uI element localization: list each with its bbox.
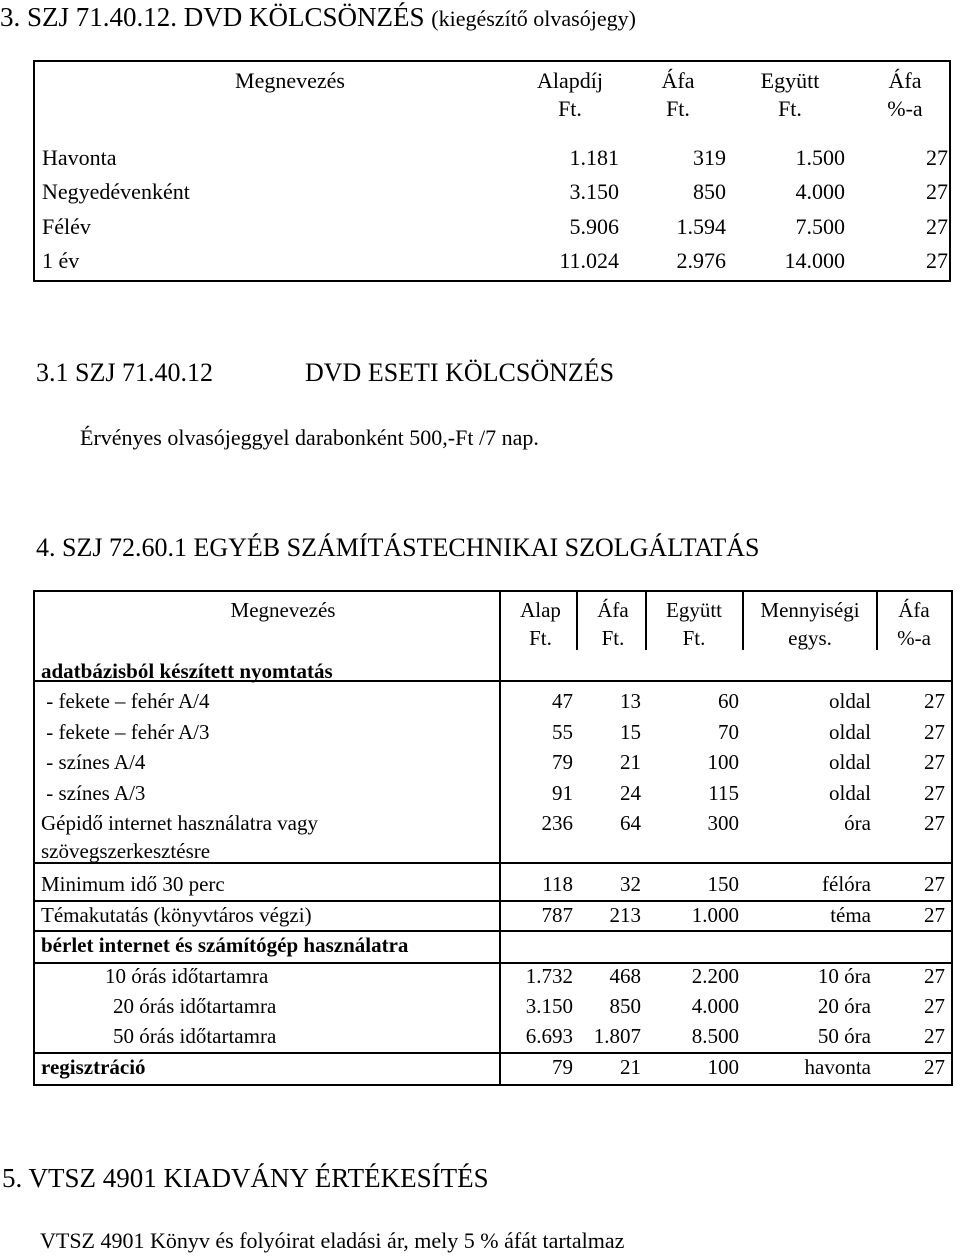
row-unit: oldal (829, 720, 871, 744)
row-name: 1 év (42, 248, 80, 273)
row-base: 3.150 (569, 179, 619, 204)
row-vat: 1.594 (676, 214, 726, 239)
row-total: 14.000 (784, 248, 845, 273)
section3-subtitle: (kiegészítő olvasójegy) (431, 6, 636, 31)
col-header-base: Alap (520, 598, 561, 622)
row-base: 79 (552, 1055, 573, 1079)
col-header-base: Alapdíj (537, 68, 603, 93)
row-name: 50 órás időtartamra (113, 1024, 277, 1048)
row-name: - fekete – fehér A/3 (41, 720, 210, 744)
row-total: 8.500 (691, 1024, 739, 1048)
row-name: 20 órás időtartamra (113, 994, 277, 1018)
table-border-bottom (33, 1084, 953, 1086)
row-name: Havonta (42, 145, 117, 170)
it-services-table (33, 590, 953, 1086)
row-total: 2.200 (691, 964, 739, 988)
row-unit: félóra (822, 872, 871, 896)
row-vat: 21 (620, 750, 641, 774)
row-name: - színes A/4 (41, 750, 146, 774)
col-header-rate-unit: %-a (897, 626, 931, 650)
row-rate: 27 (926, 248, 948, 273)
col-header-base-unit: Ft. (558, 96, 582, 121)
row-base: 91 (552, 781, 573, 805)
section5-note: VTSZ 4901 Könyv és folyóirat eladási ár, mely 5 % áfát tartalmaz (40, 1228, 625, 1253)
row-name: Negyedévenként (42, 179, 190, 204)
row-rate: 27 (926, 145, 948, 170)
row-base: 236 (541, 811, 573, 835)
row-rate: 27 (924, 811, 945, 835)
col-divider (876, 590, 878, 650)
section3-heading (0, 2, 636, 33)
col-divider (499, 650, 501, 680)
col-header-name: Megnevezés (235, 68, 345, 93)
section5-title: 5. VTSZ 4901 KIADVÁNY ÉRTÉKESÍTÉS (2, 1163, 489, 1193)
row-base: 11.024 (559, 248, 619, 273)
row-total: 100 (707, 750, 739, 774)
col-divider (645, 590, 647, 650)
row-divider (33, 930, 953, 932)
row-base: 118 (542, 872, 573, 896)
row-base: 5.906 (569, 214, 619, 239)
row-vat: 213 (609, 903, 641, 927)
row-name: Gépidő internet használatra vagy (41, 811, 318, 835)
row-name-cont: szövegszerkesztésre (41, 839, 211, 863)
row-total: 1.500 (795, 145, 845, 170)
row-unit: 10 óra (817, 964, 871, 988)
table-border-left (33, 590, 35, 1086)
row-divider (33, 900, 953, 902)
row-vat: 850 (609, 994, 641, 1018)
row-rate: 27 (924, 750, 945, 774)
row-rate: 27 (924, 720, 945, 744)
row-unit: oldal (829, 689, 871, 713)
col-header-vat-unit: Ft. (601, 626, 625, 650)
row-rate: 27 (924, 1024, 945, 1048)
row-vat: 850 (693, 179, 726, 204)
row-name: - fekete – fehér A/4 (41, 689, 210, 713)
section31-note: Érvényes olvasójeggyel darabonként 500,-Ft /7 nap. (80, 425, 539, 450)
row-unit: oldal (829, 750, 871, 774)
row-base: 1.732 (525, 964, 573, 988)
row-base: 47 (552, 689, 573, 713)
row-total: 115 (708, 781, 739, 805)
row-name: - színes A/3 (41, 781, 146, 805)
dvd-subscription-table (33, 60, 951, 282)
row-total: 300 (707, 811, 739, 835)
row-vat: 319 (693, 145, 726, 170)
col-header-vat: Áfa (661, 68, 695, 93)
row-total: 100 (707, 1055, 739, 1079)
col-header-total-unit: Ft. (682, 626, 706, 650)
row-vat: 2.976 (676, 248, 726, 273)
row-rate: 27 (924, 1055, 945, 1079)
row-rate: 27 (924, 689, 945, 713)
row-unit: óra (844, 811, 871, 835)
col-header-total: Együtt (760, 68, 820, 93)
col-header-unit: Mennyiségi (760, 598, 860, 622)
row-base: 3.150 (525, 994, 573, 1018)
row-unit: 20 óra (817, 994, 871, 1018)
row-name: regisztráció (41, 1055, 146, 1079)
row-vat: 64 (620, 811, 641, 835)
section3-title: 3. SZJ 71.40.12. DVD KÖLCSÖNZÉS (0, 2, 425, 32)
row-total: 7.500 (795, 214, 845, 239)
row-vat: 13 (620, 689, 641, 713)
row-unit: 50 óra (817, 1024, 871, 1048)
group-header: adatbázisból készített nyomtatás (41, 659, 333, 683)
col-header-vat-unit: Ft. (666, 96, 690, 121)
row-total: 150 (707, 872, 739, 896)
row-vat: 1.807 (593, 1024, 641, 1048)
row-base: 55 (552, 720, 573, 744)
section4-title: 4. SZJ 72.60.1 EGYÉB SZÁMÍTÁSTECHNIKAI SZOLGÁLTATÁS (36, 533, 760, 562)
row-total: 70 (718, 720, 739, 744)
row-base: 787 (541, 903, 573, 927)
col-divider (742, 590, 744, 650)
col-header-total-unit: Ft. (778, 96, 802, 121)
row-vat: 468 (609, 964, 641, 988)
row-divider (33, 1052, 953, 1054)
row-unit: téma (830, 903, 871, 927)
row-vat: 15 (620, 720, 641, 744)
row-rate: 27 (924, 964, 945, 988)
section31-code: 3.1 SZJ 71.40.12 (36, 358, 213, 387)
group-header: bérlet internet és számítógép használatra (41, 933, 409, 957)
table-border-top (33, 590, 953, 592)
row-base: 1.181 (569, 145, 619, 170)
row-base: 6.693 (525, 1024, 573, 1048)
row-unit: oldal (829, 781, 871, 805)
row-rate: 27 (926, 179, 948, 204)
row-name: Minimum idő 30 perc (41, 872, 225, 896)
col-header-rate: Áfa (888, 68, 922, 93)
row-name: Félév (42, 214, 91, 239)
col-header-name: Megnevezés (230, 598, 336, 622)
row-rate: 27 (924, 994, 945, 1018)
row-total: 4.000 (795, 179, 845, 204)
col-header-rate: Áfa (898, 598, 930, 622)
row-vat: 32 (620, 872, 641, 896)
row-vat: 21 (620, 1055, 641, 1079)
row-vat: 24 (620, 781, 641, 805)
col-header-vat: Áfa (597, 598, 629, 622)
row-base: 79 (552, 750, 573, 774)
row-total: 60 (718, 689, 739, 713)
row-rate: 27 (926, 214, 948, 239)
row-total: 4.000 (691, 994, 739, 1018)
col-header-rate-unit: %-a (887, 96, 923, 121)
row-rate: 27 (924, 872, 945, 896)
section31-title: DVD ESETI KÖLCSÖNZÉS (305, 358, 615, 387)
row-name: Témakutatás (könyvtáros végzi) (41, 903, 312, 927)
row-total: 1.000 (691, 903, 739, 927)
row-unit: havonta (804, 1055, 871, 1079)
col-header-base-unit: Ft. (529, 626, 552, 650)
col-header-unit-2: egys. (788, 626, 832, 650)
row-rate: 27 (924, 903, 945, 927)
col-header-total: Együtt (666, 598, 722, 622)
row-rate: 27 (924, 781, 945, 805)
row-name: 10 órás időtartamra (105, 964, 269, 988)
table-border-right (951, 590, 953, 1086)
